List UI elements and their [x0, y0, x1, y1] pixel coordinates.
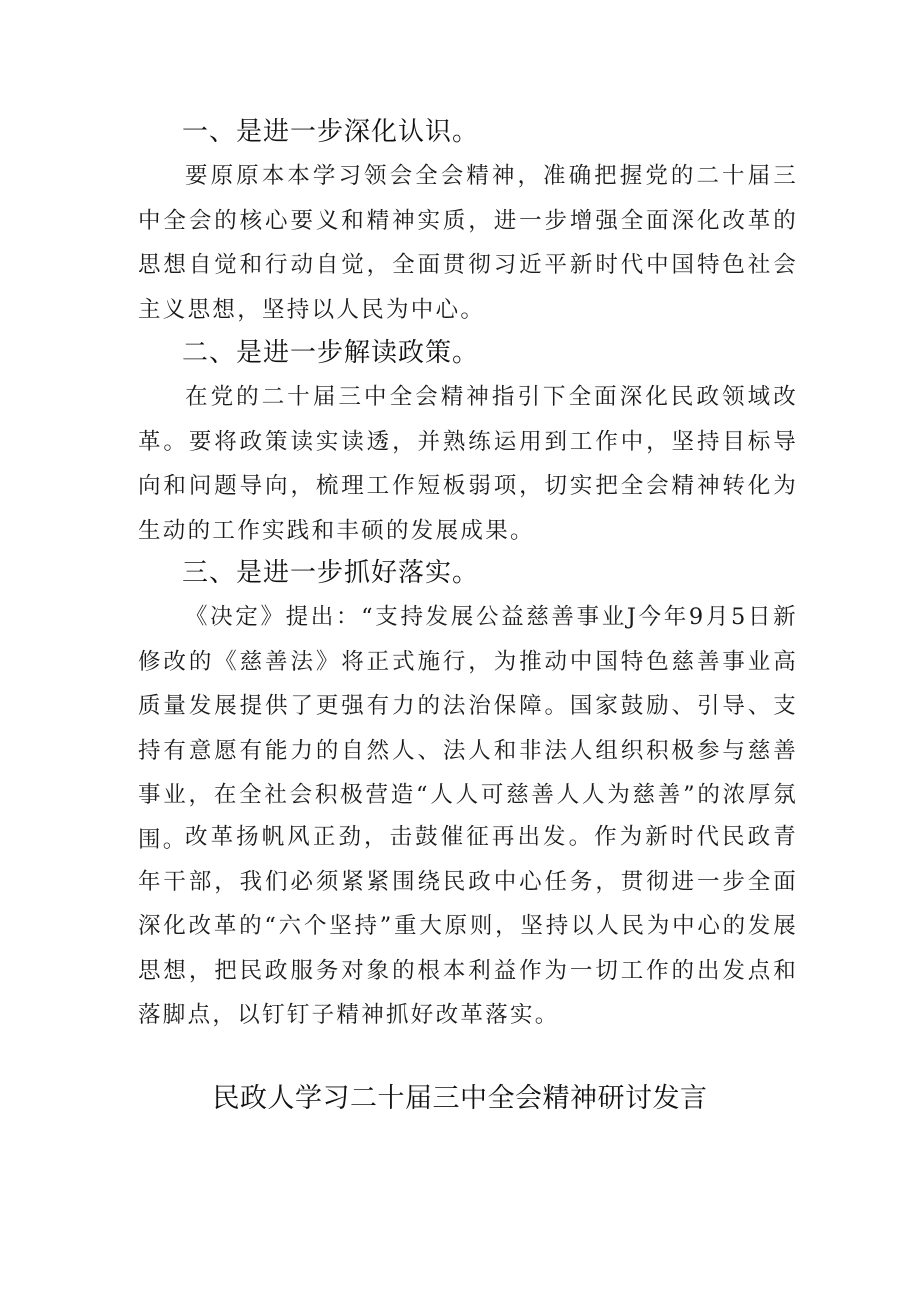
closing-paragraph: 改革扬帆风正劲，击鼓催征再出发。作为新时代民政青年干部，我们必须紧紧围绕民政中心任务，贯彻进一步全面深化改革的“六个坚持”重大原则，坚持以人民为中心的发展思想，把民政服务对象的根本利益作为一切工作的出发点和落脚点，以钉钉子精神抓好改革落实。: [138, 824, 798, 1029]
section-3-heading: 三、是进一步抓好落实。: [182, 558, 480, 588]
section-2-heading: 二、是进一步解读政策。: [182, 338, 480, 368]
section-2-paragraph: 在党的二十届三中全会精神指引下全面深化民政领域改革。要将政策读实读透，并熟练运用到工作中，坚持目标导向和问题导向，梳理工作短板弱项，切实把全会精神转化为生动的工作实践和丰硕的发展成果。: [138, 384, 798, 544]
section-1-paragraph: 要原原本本学习领会全会精神，准确把握党的二十届三中全会的核心要义和精神实质，进一步增强全面深化改革的思想自觉和行动自觉，全面贯彻习近平新时代中国特色社会主义思想，坚持以人民为中心。: [138, 163, 798, 323]
next-article-title: 民政人学习二十届三中全会精神研讨发言: [212, 1083, 708, 1114]
section-1-heading: 一、是进一步深化认识。: [182, 117, 480, 147]
section-3-paragraph: 《决定》提出：“支持发展公益慈善事业J今年9月5日新修改的《慈善法》将正式施行，为推动中国特色慈善事业高质量发展提供了更强有力的法治保障。国家鼓励、引导、支持有意愿有能力的自然人、法人和非法人组织积极参与慈善事业，在全社会积极营造“人人可慈善人人为慈善”的浓厚氛围。: [138, 604, 798, 853]
